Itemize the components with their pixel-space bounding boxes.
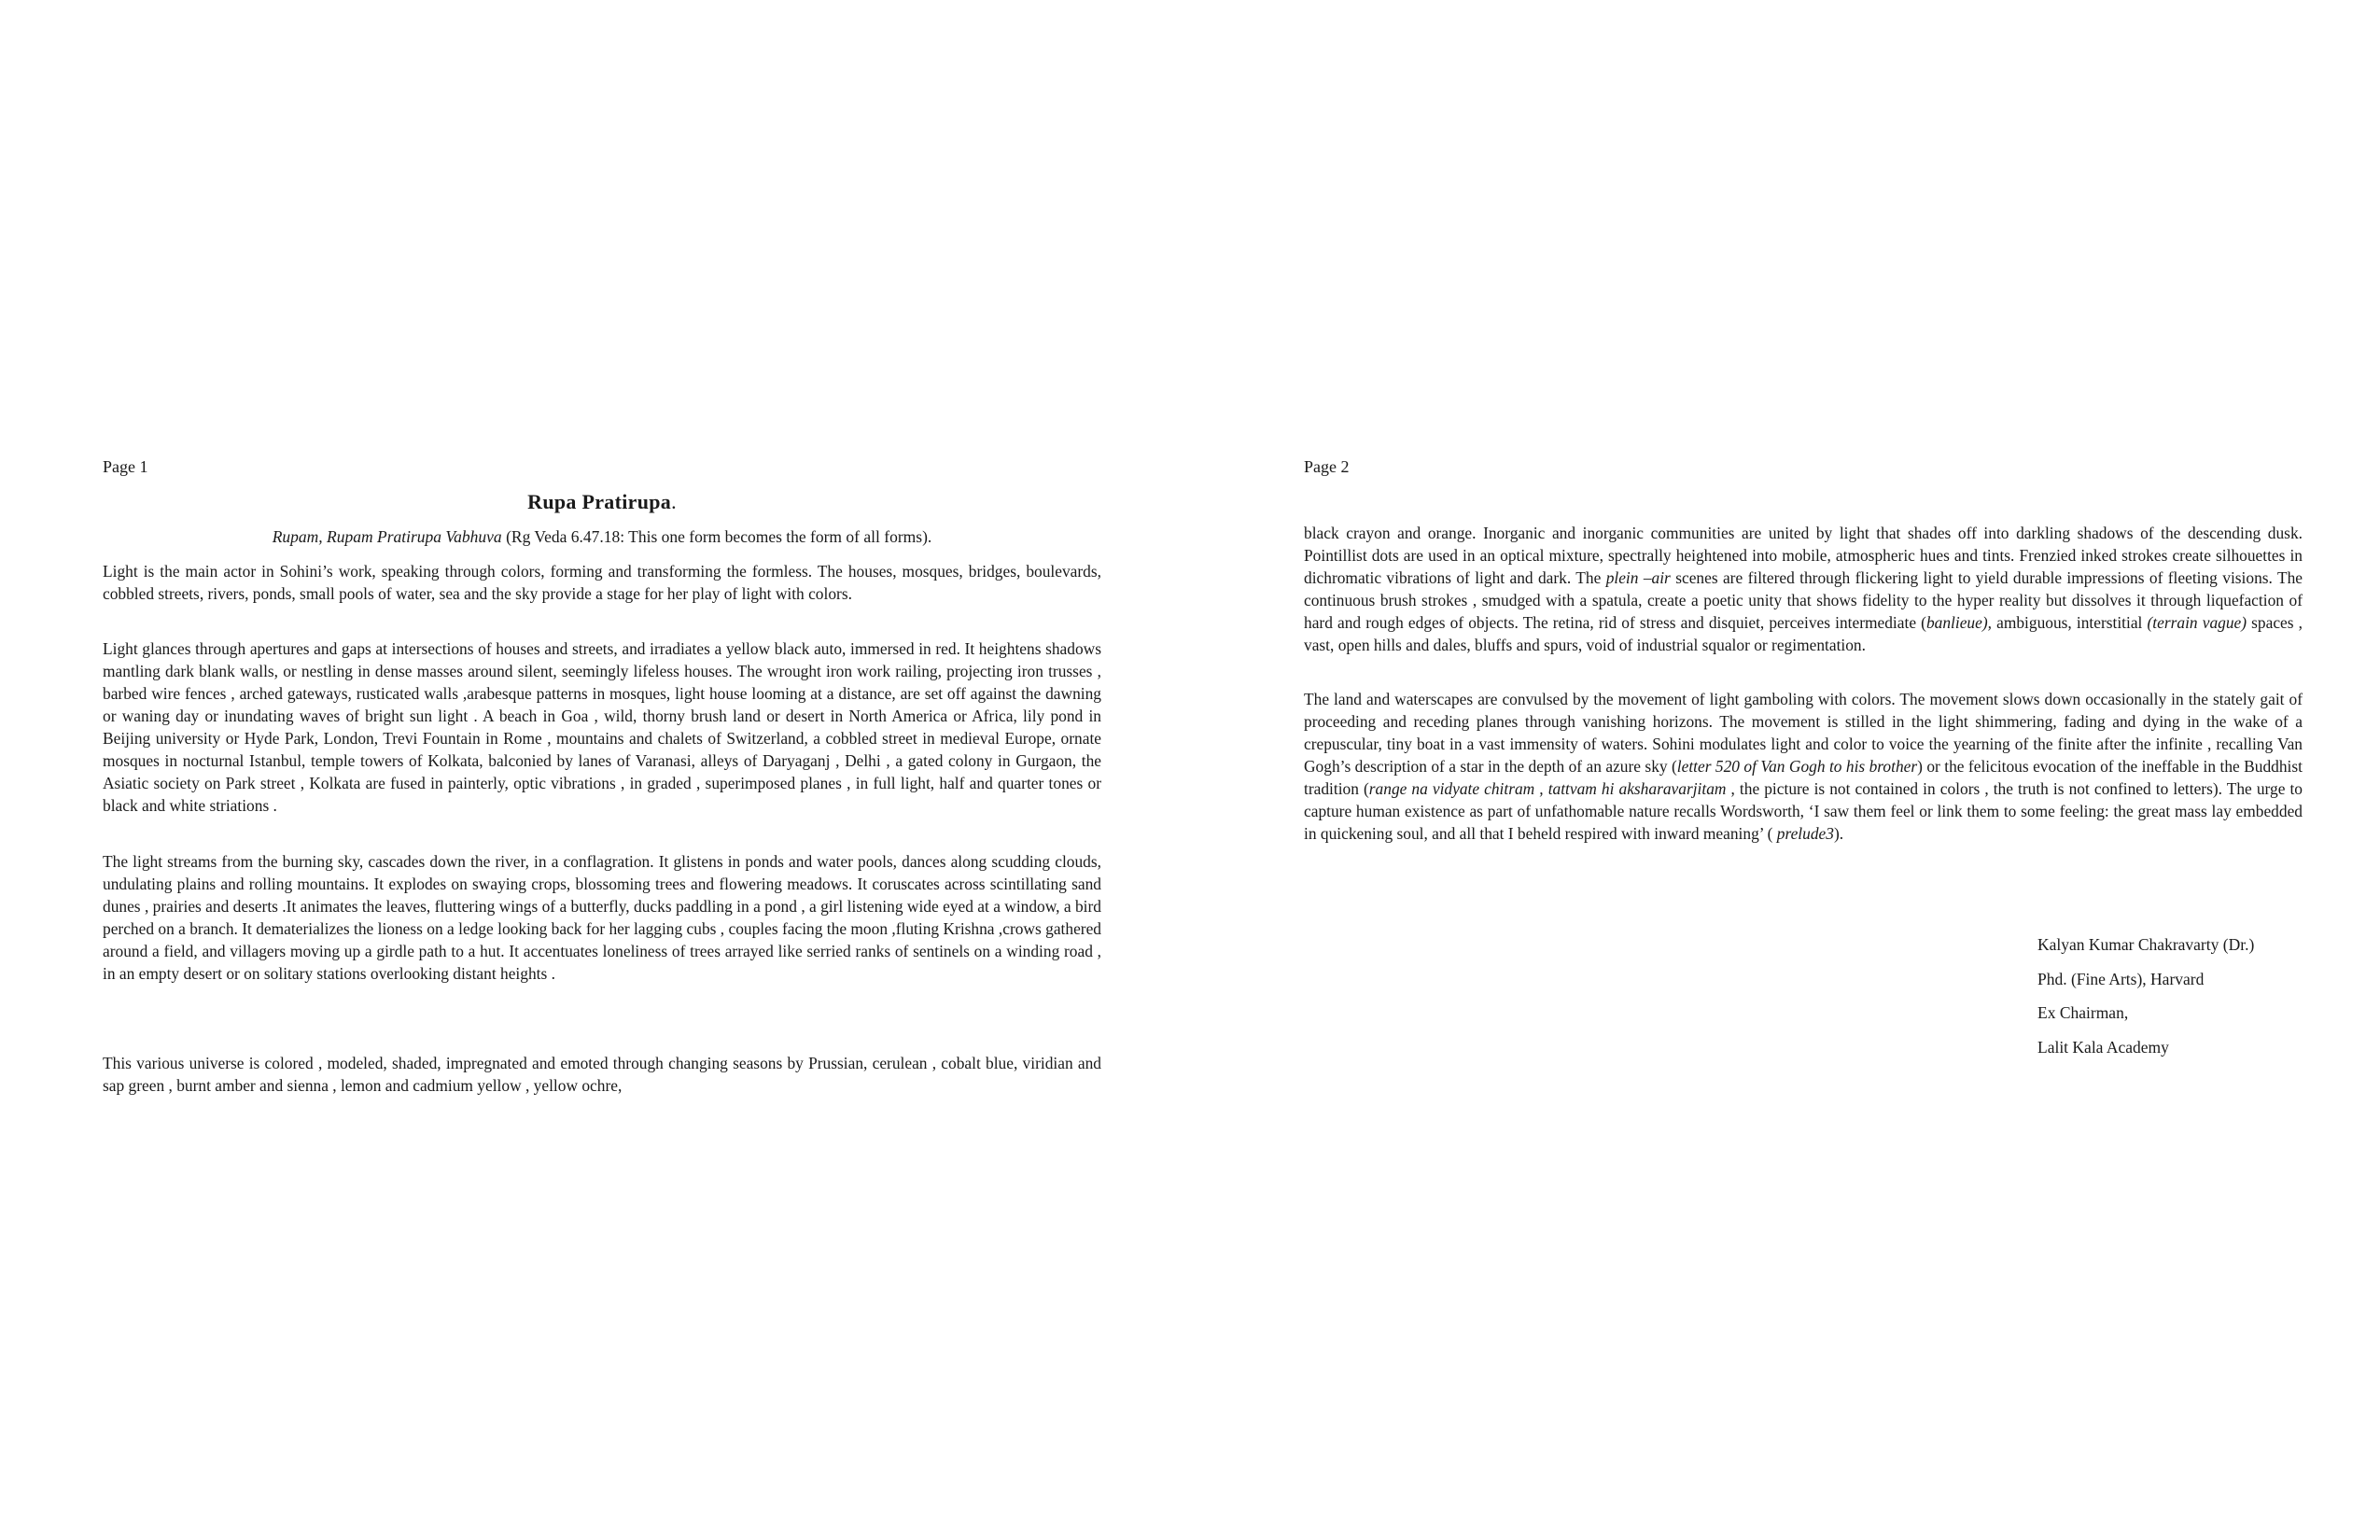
italic-term: letter 520 of Van Gogh to his brother bbox=[1676, 757, 1918, 776]
text-run: black crayon and orange. Inorganic and inorganic communities are united by light that shades off into darkling shadows of the descending dusk. Pointillist dots are used in an optical mixture, spectrally heightened into mobile, atmospheric hues and tints. Frenzied inked strokes create silhouettes in dichromatic vibrations of light and dark. The bbox=[1304, 524, 2303, 587]
text-run: The land and waterscapes are convulsed by the movement of light gamboling with colors. The movement slows down occasionally in the stately gait of proceeding and receding planes through vanishing horizons. The movement is stilled in the light shimmering, fading and dying in the wake of a crepuscular, tiny boat in a vast immensity of waters. Sohini modulates light and color to voice the yearning of the finite after the infinite , recalling Van Gogh’s description of a star in the depth of an azure sky ( bbox=[1304, 690, 2303, 776]
text-run: , the picture is not contained in colors , the truth is not confined to letters). The urge to capture human existence as part of unfathomable nature recalls Wordsworth, ‘I saw them feel or link them to some feeling: the great mass lay embedded in quickening soul, and all that I beheld respired with inward meaning’ ( bbox=[1304, 779, 2303, 843]
left-page bbox=[103, 0, 1101, 1540]
epigraph-italic: Rupam, Rupam Pratirupa Vabhuva bbox=[272, 527, 502, 546]
page-number-label: Page 1 bbox=[103, 457, 148, 476]
text-run: spaces , vast, open hills and dales, bluffs and spurs, void of industrial squalor or regimentation. bbox=[1304, 613, 2303, 654]
signature-block bbox=[2037, 933, 2254, 1070]
text-run: ). bbox=[1833, 824, 1844, 843]
paragraph: This various universe is colored , modeled, shaded, impregnated and emoted through changing seasons by Prussian, cerulean , cobalt blue, viridian and sap green , burnt amber and sienna , lemon and cadmium yellow , yellow ochre, bbox=[103, 1054, 1101, 1095]
author-organization: Lalit Kala Academy bbox=[2037, 1037, 2169, 1057]
paragraph bbox=[1304, 688, 2303, 845]
italic-term: range na vidyate chitram , tattvam hi aksharavarjitam bbox=[1368, 779, 1727, 798]
document-title bbox=[103, 490, 1101, 514]
text-run: ambiguous, interstitial bbox=[1991, 613, 2148, 632]
page-number-label: Page 2 bbox=[1304, 457, 1350, 476]
italic-term: banlieue), bbox=[1925, 613, 1992, 632]
author-degree: Phd. (Fine Arts), Harvard bbox=[2037, 969, 2205, 988]
text-run: ) or the felicitous evocation of the ineffable in the Buddhist tradition ( bbox=[1304, 757, 2303, 798]
epigraph-citation: (Rg Veda 6.47.18: This one form becomes the form of all forms). bbox=[501, 527, 932, 546]
italic-term: plein –air bbox=[1605, 568, 1671, 587]
title-text: Rupa Pratirupa bbox=[527, 490, 672, 513]
epigraph bbox=[103, 527, 1101, 547]
italic-term: prelude3 bbox=[1776, 824, 1834, 843]
title-period: . bbox=[671, 490, 677, 513]
paragraph: Light glances through apertures and gaps at intersections of houses and streets, and irradiates a yellow black auto, immersed in red. It heightens shadows mantling dark blank walls, or nestling in dense masses around silent, seemingly lifeless houses. The wrought iron work railing, projecting iron trusses , barbed wire fences , arched gateways, rusticated walls ,arabesque patterns in mosques, light house looming at a distance, are set off against the dawning or waning day or inundating waves of bright sun light . A beach in Goa , wild, thorny brush land or desert in North America or Africa, lily pond in Beijing university or Hyde Park, London, Trevi Fountain in Rome , mountains and chalets of Switzerland, a cobbled street in medieval Europe, ornate mosques in nocturnal Istanbul, temple towers of Kolkata, balconied by lanes of Varanasi, alleys of Daryaganj , Delhi , a gated colony in Gurgaon, the Asiatic society on Park street , Kolkata are fused in painterly, optic vibrations , in graded , superimposed planes , in full light, half and quarter tones or black and white striations . bbox=[103, 639, 1101, 815]
text-run: scenes are filtered through flickering light to yield durable impressions of fleeting visions. The continuous brush strokes , smudged with a spatula, create a poetic unity that shows fidelity to the hyper reality but dissolves it through liquefaction of hard and rough edges of objects. The retina, rid of stress and disquiet, perceives intermediate ( bbox=[1304, 568, 2303, 632]
author-name: Kalyan Kumar Chakravarty (Dr.) bbox=[2037, 935, 2255, 954]
author-position: Ex Chairman, bbox=[2037, 1003, 2129, 1022]
paragraph bbox=[1304, 522, 2303, 656]
paragraph: Light is the main actor in Sohini’s work, speaking through colors, forming and transforming the formless. The houses, mosques, bridges, boulevards, cobbled streets, rivers, ponds, small pools of water, sea and the sky provide a stage for her play of light with colors. bbox=[103, 562, 1101, 603]
italic-term: (terrain vague) bbox=[2147, 613, 2247, 632]
paragraph: The light streams from the burning sky, cascades down the river, in a conflagration. It glistens in ponds and water pools, dances along scudding clouds, undulating plains and rolling mountains. It explodes on swaying crops, blossoming trees and flowering meadows. It coruscates across scintillating sand dunes , prairies and deserts .It animates the leaves, fluttering wings of a butterfly, ducks paddling in a pond , a girl listening wide eyed at a window, a bird perched on a branch. It dematerializes the lioness on a ledge looking back for her lagging cubs , couples facing the moon ,fluting Krishna ,crows gathered around a field, and villagers moving up a girdle path to a hut. It accentuates loneliness of trees arrayed like serried ranks of sentinels on a winding road , in an empty desert or on solitary stations overlooking distant heights . bbox=[103, 852, 1101, 983]
right-page bbox=[1304, 0, 2303, 1540]
